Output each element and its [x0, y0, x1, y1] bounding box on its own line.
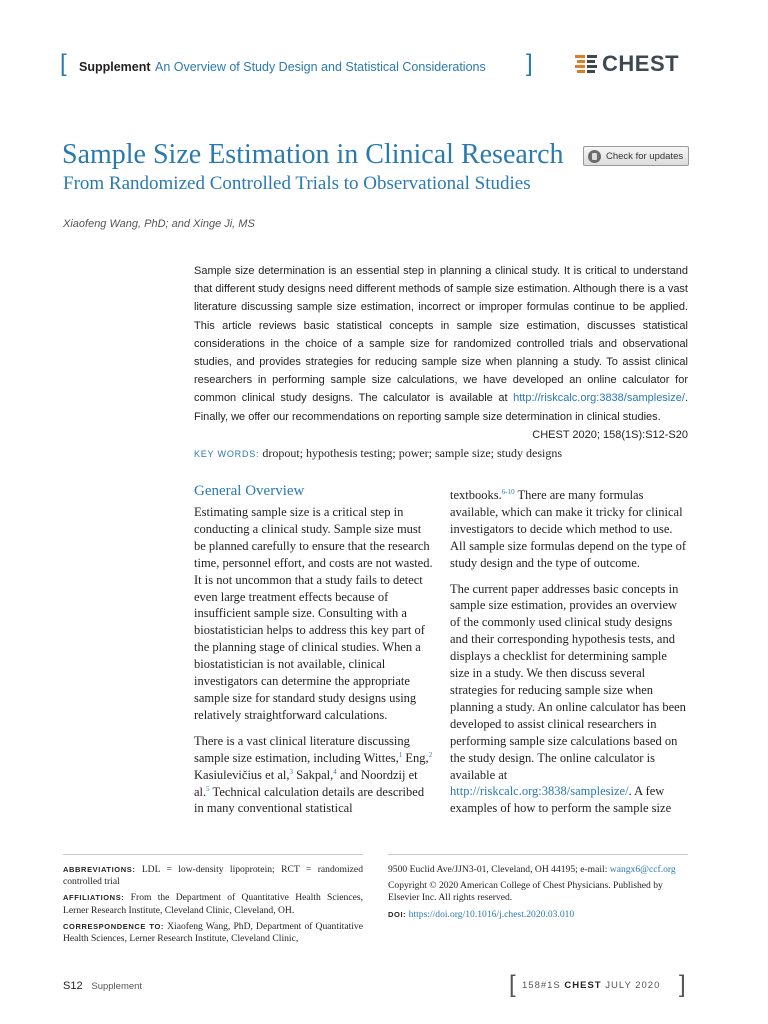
- copyright-note: Copyright © 2020 American College of Chest Physicians. Published by Elsevier Inc. All rights reserved.: [388, 880, 663, 904]
- abstract: [194, 262, 688, 444]
- abstract-text: Sample size determination is an essential step in planning a clinical study. It is critical to understand that different study designs need different methods of sample size estimation. Although there is a vast literature discussing sample size estimation, incorrect or improper formulas continue to be applied. This article reviews basic statistical concepts in sample size estimation, discusses statistical considerations in the choice of a sample size for randomized controlled trials and observational studies, and provides strategies for reducing sample size when planning a study. To assist clinical researchers in performing sample size calculations, we have developed an online calculator for common clinical study designs. The calculator is available at: [194, 265, 688, 405]
- abstract-citation: CHEST 2020; 158(1S):S12-S20: [532, 428, 688, 441]
- header-running-title: [79, 58, 486, 76]
- footnotes-left: [63, 864, 363, 949]
- check-updates-icon: [588, 150, 601, 163]
- reference-link[interactable]: 5: [206, 784, 210, 793]
- footer-date: JULY 2020: [605, 980, 661, 991]
- paragraph: There is a vast clinical literature discussing sample size estimation, including Wittes,$^1$ Eng,$^2$ Kasiulevičius et al,$^3$ Sakpal,$^4$ and Noordzij et al.$^5$ Technical calculation details are described in many conventional statistical: [194, 733, 433, 816]
- footnote-divider-right: [388, 854, 688, 855]
- page-number: S12: [63, 980, 83, 992]
- abbreviations-note: ABBREVIATIONS: LDL = low-density lipoprotein; RCT = randomized controlled trial: [63, 864, 363, 888]
- chest-logo[interactable]: [575, 51, 679, 77]
- calculator-link[interactable]: http://riskcalc.org:3838/samplesize/: [450, 784, 629, 799]
- abstract-text-end: . Finally, we offer our recommendations on reporting sample size determination in clinical studies.: [194, 392, 688, 423]
- footer-volume: 158#1S: [522, 980, 561, 991]
- footnotes-right: [388, 864, 688, 925]
- reference-link[interactable]: 6-10: [501, 487, 515, 496]
- address-note: 9500 Euclid Ave/JJN3-01, Cleveland, OH 44195; e-mail: wangx6@ccf.org: [388, 864, 676, 875]
- doi-note: DOI: https://doi.org/10.1016/j.chest.2020.03.010: [388, 908, 575, 920]
- article-title: Sample Size Estimation in Clinical Research: [62, 139, 564, 170]
- doi-link[interactable]: https://doi.org/10.1016/j.chest.2020.03.010: [408, 908, 575, 920]
- article-subtitle: From Randomized Controlled Trials to Observational Studies: [63, 173, 531, 194]
- check-updates-label: Check for updates: [606, 150, 684, 162]
- author-list: Xiaofeng Wang, PhD; and Xinge Ji, MS: [63, 218, 255, 230]
- correspondence-note: CORRESPONDENCE TO: Xiaofeng Wang, PhD, Department of Quantitative Health Sciences, Lerner Research Institute, Cleveland Clinic,: [63, 920, 363, 945]
- affiliations-note: AFFILIATIONS: From the Department of Quantitative Health Sciences, Lerner Research Institute, Cleveland Clinic, Cleveland, OH.: [63, 892, 363, 916]
- footer-right-bracket: ]: [679, 971, 686, 998]
- paragraph: textbooks.$^{6-10}$ There are many formulas available, which can make it tricky for clinical investigators to decide which method to use. All sample size formulas depend on the type of study design and the type of outcome.: [450, 487, 687, 570]
- page-footer-right: [522, 980, 660, 991]
- footnote-divider-left: [63, 854, 363, 855]
- key-words: [194, 446, 562, 461]
- chest-logo-icon: [575, 54, 599, 74]
- reference-link[interactable]: 1: [398, 750, 403, 759]
- check-for-updates-button[interactable]: [583, 146, 689, 166]
- key-words-list: dropout; hypothesis testing; power; sample size; study designs: [262, 446, 562, 460]
- footer-journal: CHEST: [564, 980, 602, 991]
- page-footer-left: [63, 980, 142, 992]
- body-column-right: [450, 487, 688, 826]
- reference-link[interactable]: 3: [289, 767, 293, 776]
- reference-link[interactable]: 4: [333, 767, 337, 776]
- key-words-label: KEY WORDS:: [194, 449, 260, 459]
- section-heading-general-overview: General Overview: [194, 483, 305, 499]
- footer-left-bracket: [: [509, 971, 516, 998]
- chest-logo-text: CHEST: [602, 51, 680, 76]
- reference-link[interactable]: 2: [428, 750, 433, 759]
- paragraph: Estimating sample size is a critical step in conducting a clinical study. Sample size must be planned carefully to ensure that the research time, personnel effort, and costs are not wasted. It is not uncommon that a study fails to detect even large treatment effects because of insufficient sample size. Consulting with a biostatistician helps to address this key part of the planning stage of clinical studies. When a biostatistician is not available, clinical investigators can determine the appropriate sample size for standard study designs using relatively straightforward calculations.: [194, 505, 433, 722]
- body-column-left: [194, 504, 434, 826]
- abstract-calculator-link[interactable]: http://riskcalc.org:3838/samplesize/: [513, 392, 685, 405]
- footer-section: Supplement: [91, 981, 143, 992]
- header-left-bracket: [: [60, 50, 67, 77]
- email-link[interactable]: wangx6@ccf.org: [609, 864, 676, 875]
- header-right-bracket: ]: [526, 50, 533, 77]
- header-supplement-label: Supplement: [79, 60, 151, 74]
- header-subtitle: An Overview of Study Design and Statistical Considerations: [155, 60, 486, 74]
- paragraph: The current paper addresses basic concepts in sample size estimation, provides an overview of the commonly used clinical study designs and their corresponding hypothesis tests, and displays a checklist for determining sample size in a study. We then discuss several strategies for reducing sample size when planning a study. An online calculator has been developed to assist clinical researchers in performing sample size calculations based on the study design. The online calculator is available at http://riskcalc.org:3838/samplesize/. A few examples of how to perform the sample size: [450, 581, 686, 816]
